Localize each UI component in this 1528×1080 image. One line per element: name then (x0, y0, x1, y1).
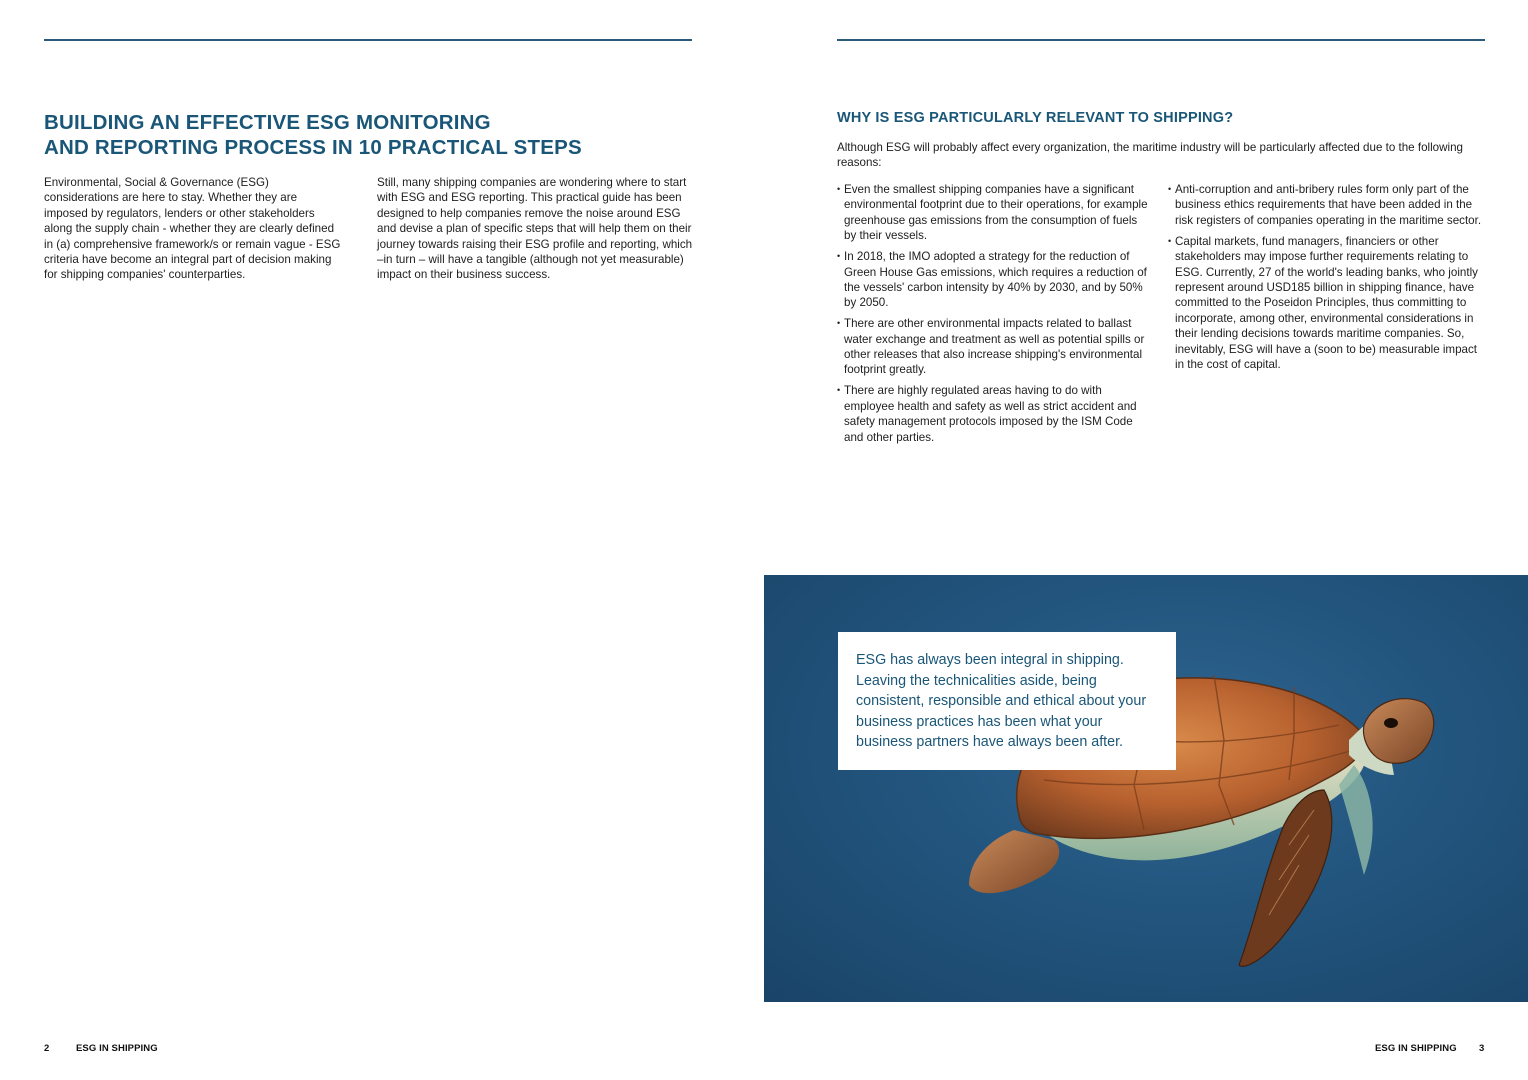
running-title-right: ESG IN SHIPPING (1375, 1043, 1457, 1054)
page-title-line-2: AND REPORTING PROCESS IN 10 PRACTICAL STEPS (44, 136, 582, 159)
bullet-item: • In 2018, the IMO adopted a strategy for the reduction of Green House Gas emissions, which requires a reduction of the vessels' carbon intensity by 40% by 2030, and by 50% by 2050. (837, 249, 1152, 311)
page-number-left: 2 (44, 1043, 50, 1054)
page-title-line-1: BUILDING AN EFFECTIVE ESG MONITORING (44, 111, 491, 134)
top-rule-left (44, 39, 692, 41)
bullet-item: • There are other environmental impacts related to ballast water exchange and treatment as well as potential spills or other releases that also increase shipping's environmental footprint greatly. (837, 316, 1152, 378)
bullet-item: • Even the smallest shipping companies have a significant environmental footprint due to their operations, for example greenhouse gas emissions from the consumption of fuels by their vessels. (837, 182, 1152, 244)
far-flipper (1339, 765, 1373, 875)
bullet-item: • There are highly regulated areas having to do with employee health and safety as well as strict accident and safety management protocols imposed by the ISM Code and other parties. (837, 383, 1152, 445)
pull-quote-box (838, 632, 1176, 770)
turtle-eye (1384, 718, 1398, 728)
section-title: WHY IS ESG PARTICULARLY RELEVANT TO SHIPPING? (837, 110, 1234, 126)
section-intro: Although ESG will probably affect every organization, the maritime industry will be particularly affected due to the following reasons: (837, 141, 1463, 170)
pull-quote: ESG has always been integral in shipping. Leaving the technicalities aside, being consistent, responsible and ethical about your business practices has been what your business partners have always been after. (856, 652, 1147, 750)
bullet-list-left (837, 182, 1152, 451)
running-title-left: ESG IN SHIPPING (76, 1043, 158, 1054)
rear-flipper (969, 830, 1059, 893)
bullet-list-right (1168, 182, 1488, 378)
bullet-item: • Capital markets, fund managers, financiers or other stakeholders may impose further requirements relating to ESG. Currently, 27 of the world's leading banks, who jointly represent around USD185 billion in shipping finance, have committed to the Poseidon Principles, thus committing to incorporate, among other, environmental considerations in their lending decisions towards maritime companies. So, inevitably, ESG will have a (soon to be) measurable impact in the cost of capital. (1168, 234, 1488, 373)
intro-column-2: Still, many shipping companies are wondering where to start with ESG and ESG reporting. This practical guide has been designed to help companies remove the noise around ESG and devise a plan of specific steps that will help them on their journey towards raising their ESG profile and reporting, which –in turn – will have a tangible (although not yet measurable) impact on their business success. (377, 176, 693, 282)
bullet-item: • Anti-corruption and anti-bribery rules form only part of the business ethics requirements that have been added in the risk registers of companies operating in the maritime sector. (1168, 182, 1488, 228)
intro-column-1: Environmental, Social & Governance (ESG) considerations are here to stay. Whether they are imposed by regulators, lenders or other stakeholders along the supply chain - whether they are clearly defined in (a) comprehensive framework/s or remain vague - ESG criteria have become an integral part of decision making for shipping companies' counterparties. (44, 176, 341, 282)
turtle-head (1363, 699, 1433, 764)
top-rule-right (837, 39, 1485, 41)
page-title (44, 110, 684, 160)
page-number-right: 3 (1479, 1043, 1485, 1054)
